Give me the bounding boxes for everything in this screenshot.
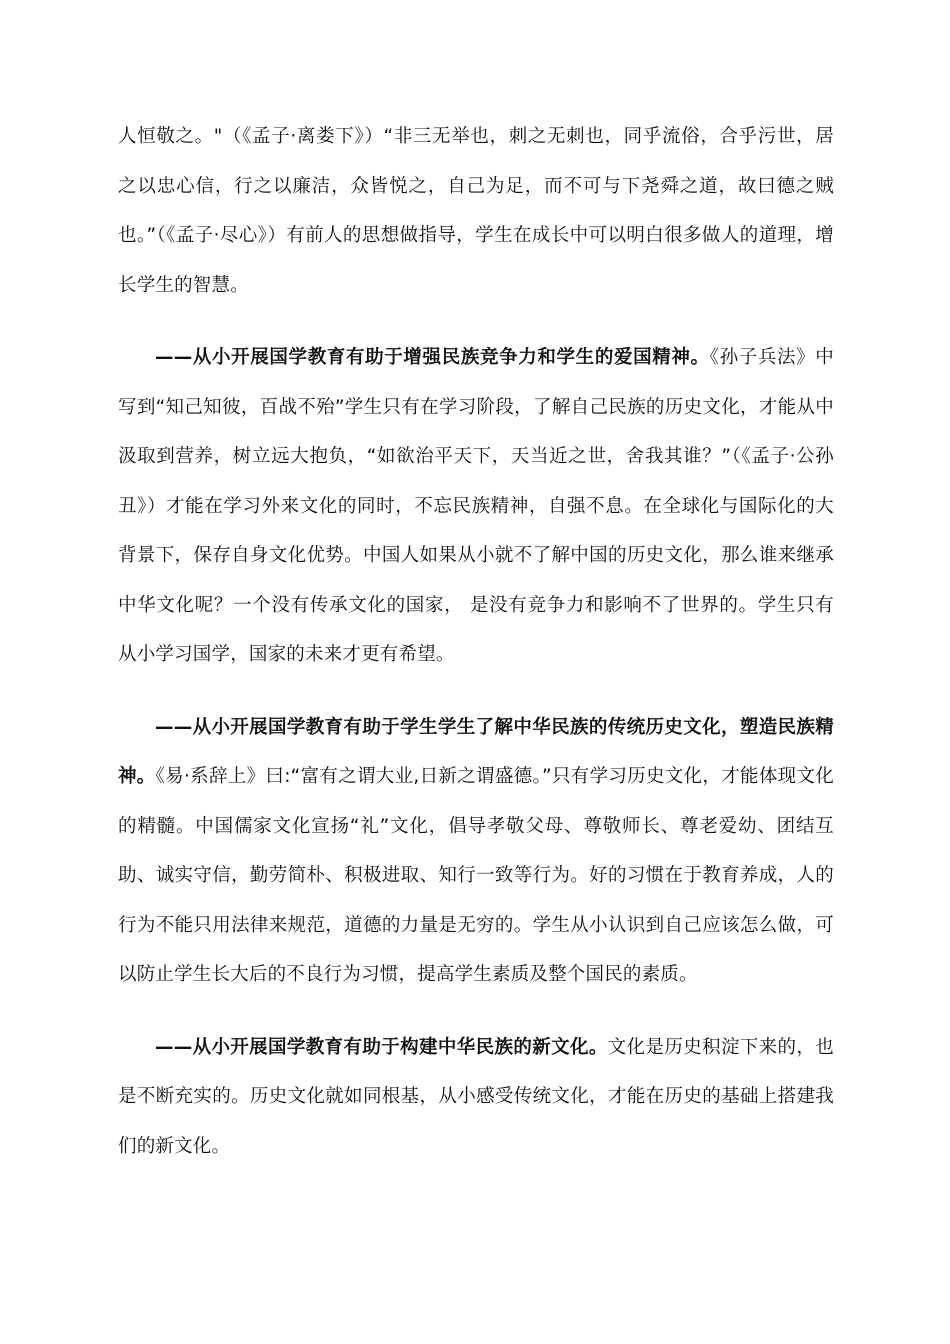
paragraph-heading: ——从小开展国学教育有助于学生学生了解中华民族的传统历史文化，塑造民族精神。 [118,716,834,787]
document-page [118,112,834,1171]
paragraph-heading: ——从小开展国学教育有助于构建中华民族的新文化。 [155,1036,608,1058]
paragraph-text: 人恒敬之。"（《孟子·离娄下》）“非三无举也，刺之无刺也，同乎流俗，合乎污世，居之以忠心信，行之以廉洁，众皆悦之，自己为足，而不可与下尧舜之道，故曰德之贼也。”（《孟子·尽心》）有前人的思想做指导，学生在成长中可以明白很多做人的道理，增长学生的智慧。 [118,126,834,296]
paragraph-mencius-quotes [118,112,834,310]
paragraph-new-culture [118,1023,834,1172]
paragraph-text: 《孙子兵法》中写到“知己知彼，百战不殆”学生只有在学习阶段，了解自己民族的历史文化，才能从中汲取到营养，树立远大抱负，“如欲治平天下，天当近之世，舍我其谁？”（《孟子·公孙丑》）才能在学习外来文化的同时，不忘民族精神，自强不息。在全球化与国际化的大背景下，保存自身文化优势。中国人如果从小就不了解中国的历史文化，那么谁来继承中华文化呢？一个没有传承文化的国家， 是没有竞争力和影响不了世界的。学生只有从小学习国学，国家的未来才更有希望。 [118,347,834,665]
paragraph-national-competitiveness [118,333,834,680]
paragraph-traditional-culture [118,703,834,1000]
paragraph-heading: ——从小开展国学教育有助于增强民族竞争力和学生的爱国精神。 [155,347,710,368]
paragraph-text: 《易·系辞上》曰:“富有之谓大业,日新之谓盛德。”只有学习历史文化，才能体现文化的精髓。中国儒家文化宣扬“礼”文化，倡导孝敬父母、尊敬师长、尊老爱幼、团结互助、诚实守信，勤劳简朴、积极进取、知行一致等行为。好的习惯在于教育养成，人的行为不能只用法律来规范，道德的力量是无穷的。学生从小认识到自己应该怎么做，可以防止学生长大后的不良行为习惯，提高学生素质及整个国民的素质。 [118,766,834,985]
paragraph-text: 文化是历史积淀下来的，也是不断充实的。历史文化就如同根基，从小感受传统文化，才能在历史的基础上搭建我们的新文化。 [118,1036,834,1157]
